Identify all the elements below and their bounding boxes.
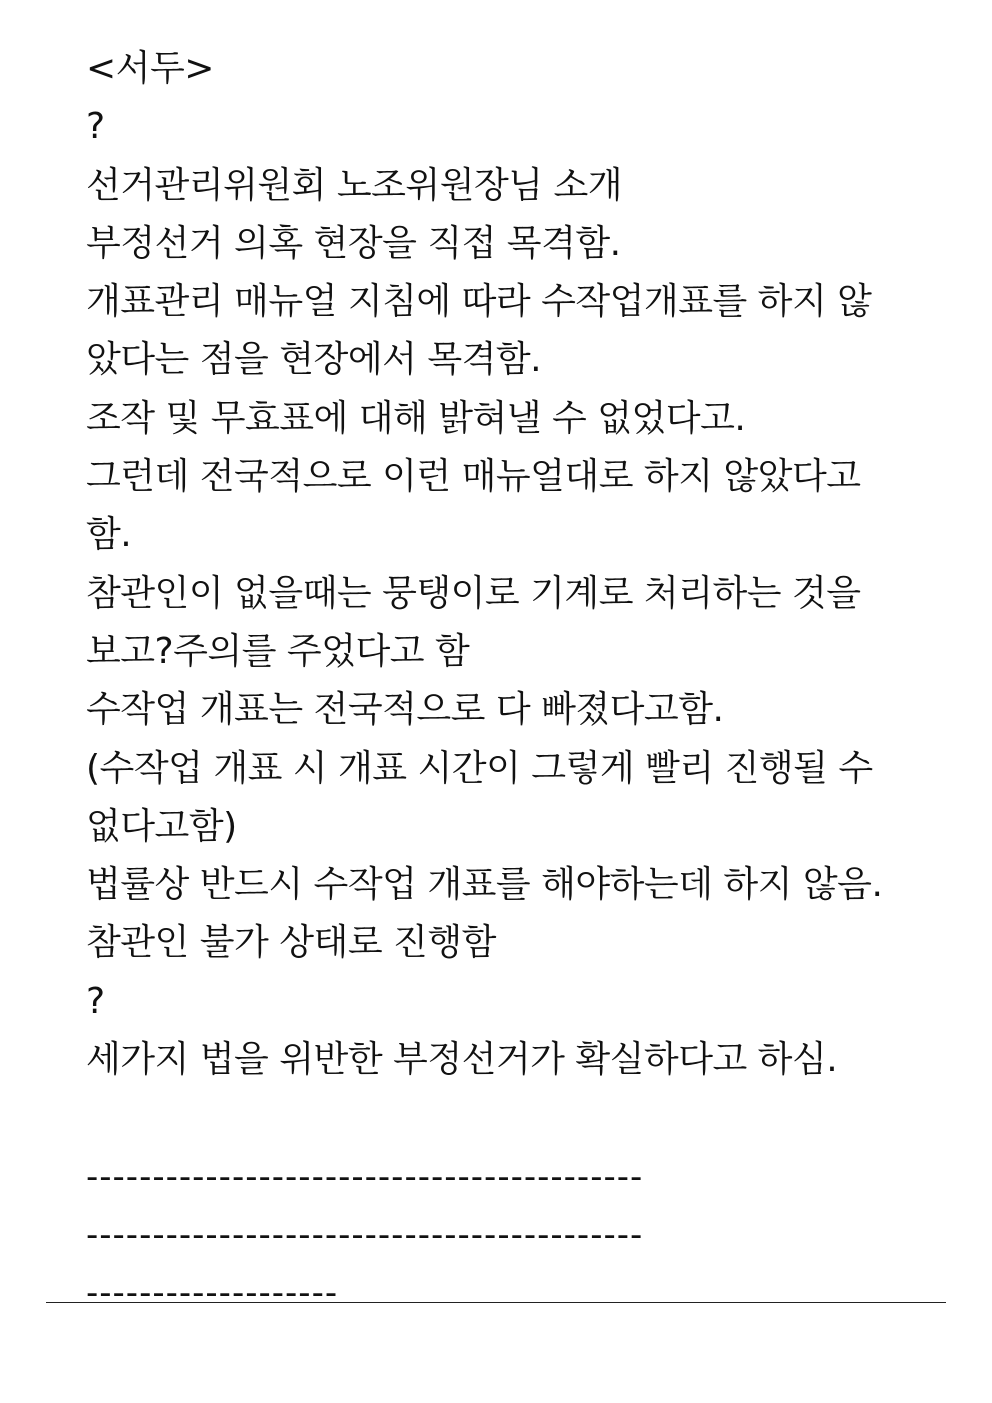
dash-separator: ------------------------------------------: [86, 1156, 644, 1197]
text-line: 조작 및 무효표에 대해 밝혀낼 수 없었다고.: [86, 397, 746, 439]
dash-separator: ------------------------------------------: [86, 1214, 644, 1255]
text-line: 없다고함): [86, 805, 237, 847]
blank-line: [86, 1089, 916, 1147]
text-line: ?: [86, 106, 105, 148]
text-line: 세가지 법을 위반한 부정선거가 확실하다고 하심.: [86, 1039, 838, 1081]
text-line: 보고?주의를 주었다고 함: [86, 630, 470, 672]
text-line: 부정선거 의혹 현장을 직접 목격함.: [86, 222, 621, 264]
text-line: 선거관리위원회 노조위원장님 소개: [86, 164, 623, 206]
text-line: 았다는 점을 현장에서 목격함.: [86, 339, 542, 381]
text-line: 참관인 불가 상태로 진행함: [86, 922, 496, 964]
page-divider-line: [46, 1302, 946, 1303]
text-line: 법률상 반드시 수작업 개표를 해야하는데 하지 않음.: [86, 864, 883, 906]
text-line: ?: [86, 980, 105, 1022]
text-line: 참관인이 없을때는 뭉탱이로 기계로 처리하는 것을: [86, 572, 861, 614]
text-line: 수작업 개표는 전국적으로 다 빠졌다고함.: [86, 689, 724, 731]
section-heading: <서두>: [86, 48, 214, 89]
dash-separator: -------------------: [86, 1273, 339, 1314]
text-line: 함.: [86, 514, 132, 556]
text-line: 개표관리 매뉴얼 지침에 따라 수작업개표를 하지 않: [86, 281, 872, 323]
document-body: [86, 40, 916, 1323]
text-line: 그런데 전국적으로 이런 매뉴얼대로 하지 않았다고: [86, 456, 861, 498]
text-line: (수작업 개표 시 개표 시간이 그렇게 빨리 진행될 수: [86, 747, 873, 789]
